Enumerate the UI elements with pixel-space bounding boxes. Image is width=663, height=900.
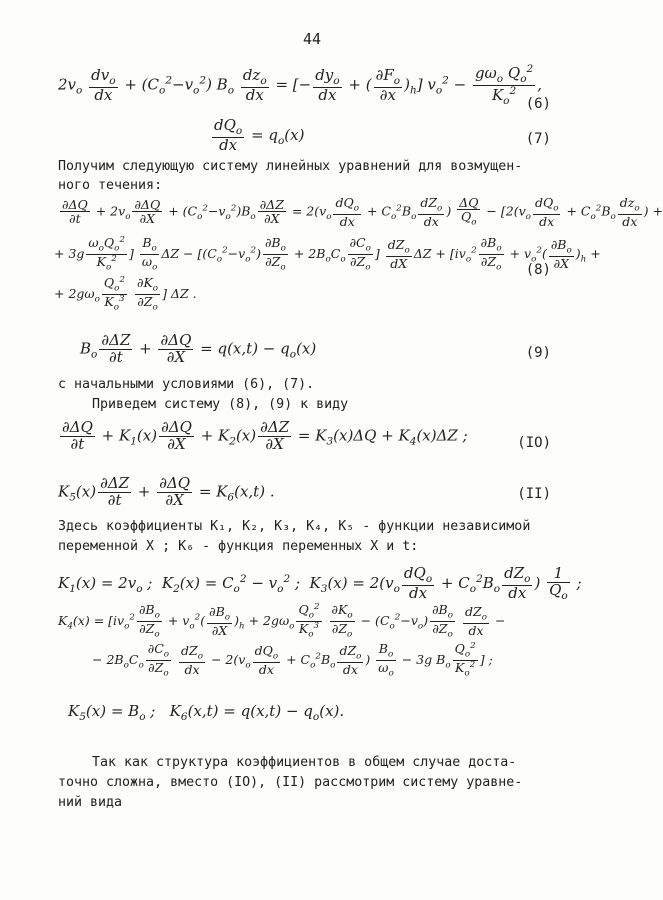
equation-7: $\frac{dQ_o}{dx}$ = $q_o(x)$ [214, 116, 305, 155]
equation-number-7: (7) [525, 131, 551, 147]
page-number: 44 [303, 30, 322, 48]
equation-number-8: (8) [525, 262, 551, 278]
coefficient-k4-line-2: − $2B_oC_o$ $\frac{\partial C_o}{\partial Z_o}$ $\frac{dZ_o}{dx}$ − $2(v_o$ $\frac{dQ_o}{dx}$ + $C_o^2B_o$ $\frac{dZ_o}{dx}$ ) $\frac{B_o}{\omega_o}$ − 3g $B_o$ $\frac{Q_o^2}{K_o^2}$ ] ; [92, 641, 493, 679]
equation-number-11: (II) [517, 486, 551, 502]
paragraph-text: Получим следующую систему линейных уравнений для возмущен- [58, 159, 523, 174]
equation-11: $K_5(x)$ $\frac{\partial\Delta Z}{\partial t}$ + $\frac{\partial\Delta Q}{\partial X}$ = $K_6(x,t)$ . [58, 474, 275, 509]
paragraph-text: точно сложна, вместо (IO), (II) рассмотрим систему уравне- [58, 775, 523, 790]
equation-6: $2v_o$ $\frac{dv_o}{dx}$ + $(C_o^2-v_o^2)$ $B_o$ $\frac{dz_o}{dx}$ = [− $\frac{dy_o}{dx}$ + ( $\frac{\partial F_o}{\partial x}$ )$_h$] $v_o^2$ − $\frac{g\omega_o Q_o^2}{K_o^2}$ , [58, 63, 542, 108]
equation-8-line-2: + 3g $\frac{\omega_oQ_o^2}{K_o^2}$ ] $\frac{B_o}{\omega_o}$ $\Delta Z - [(C_o^2-v_o^2)$ $\frac{\partial B_o}{\partial Z_o}$ + $2B_oC_o$ $\frac{\partial C_o}{\partial Z_o}$ ] $\frac{dZ_o}{dX}$ $\Delta Z + [iv_o^2$ $\frac{\partial B_o}{\partial Z_o}$ + $v_o^2$( $\frac{\partial B_o}{\partial X}$ )$_h$ + [54, 235, 601, 273]
paragraph-text: переменной X ; K₆ - функция переменных X и t: [58, 539, 419, 554]
coefficients-k1-k3: $K_1(x) = 2v_o$ ; $K_2(x) = C_o^2 - v_o^2$ ; $K_3(x) = 2(v_o$ $\frac{dQ_o}{dx}$ + $C_o^2B_o$ $\frac{dZ_o}{dx}$ ) $\frac{1}{Q_o}$ ; [58, 564, 582, 603]
equation-number-9: (9) [525, 345, 551, 361]
coefficient-k4-line-1: $K_4(x) = [iv_o^2$ $\frac{\partial B_o}{\partial Z_o}$ + $v_o^2$( $\frac{\partial B_o}{\partial X}$ )$_h + 2g\omega_o$ $\frac{Q_o^2}{K_o^3}$ $\frac{\partial K_o}{\partial Z_o}$ − $(C_o^2-v_o)$ $\frac{\partial B_o}{\partial Z_o}$ $\frac{dZ_o}{dx}$ − [58, 602, 506, 640]
equation-number-10: (IO) [517, 435, 551, 451]
paragraph-text: Здесь коэффициенты K₁, K₂, K₃, K₄, K₅ - функции независимой [58, 519, 531, 534]
equation-8-line-3: + $2g\omega_o$ $\frac{Q_o^2}{K_o^3}$ $\frac{\partial K_o}{\partial Z_o}$ ] ΔZ . [54, 275, 197, 313]
equation-10: $\frac{\partial\Delta Q}{\partial t}$ + $K_1(x)$ $\frac{\partial\Delta Q}{\partial X}$ + $K_2(x)$ $\frac{\partial\Delta Z}{\partial X}$ = $K_3(x)\Delta Q + K_4(x)\Delta Z$ ; [62, 418, 468, 453]
paragraph-text: Приведем систему (8), (9) к виду [92, 397, 349, 412]
paragraph-text: Так как структура коэффициентов в общем случае доста- [92, 755, 517, 770]
equation-9: $B_o$ $\frac{\partial\Delta Z}{\partial t}$ + $\frac{\partial\Delta Q}{\partial X}$ = $q(x,t) - q_o(x)$ [80, 331, 317, 366]
paragraph-text: с начальными условиями (6), (7). [58, 377, 315, 392]
coefficients-k5-k6: $K_5(x) = B_o$ ; $K_6(x,t) = q(x,t) - q_o(x)$. [68, 702, 345, 723]
equation-number-6: (6) [525, 96, 551, 112]
paragraph-text: ного течения: [58, 178, 163, 193]
paragraph-text: ний вида [58, 795, 123, 810]
equation-8-line-1: $\frac{\partial\Delta Q}{\partial t}$ + $2v_o$ $\frac{\partial\Delta Q}{\partial X}$ + $(C_o^2-v_o^2)B_o$ $\frac{\partial\Delta Z}{\partial X}$ = $2(v_o$ $\frac{dQ_o}{dx}$ + $C_o^2B_o$ $\frac{dZ_o}{dx}$ ) $\frac{\Delta Q}{Q_o}$ − [$2(v_o$ $\frac{dQ_o}{dx}$ + $C_o^2B_o$ $\frac{dz_o}{dx}$ ) + [62, 195, 663, 229]
